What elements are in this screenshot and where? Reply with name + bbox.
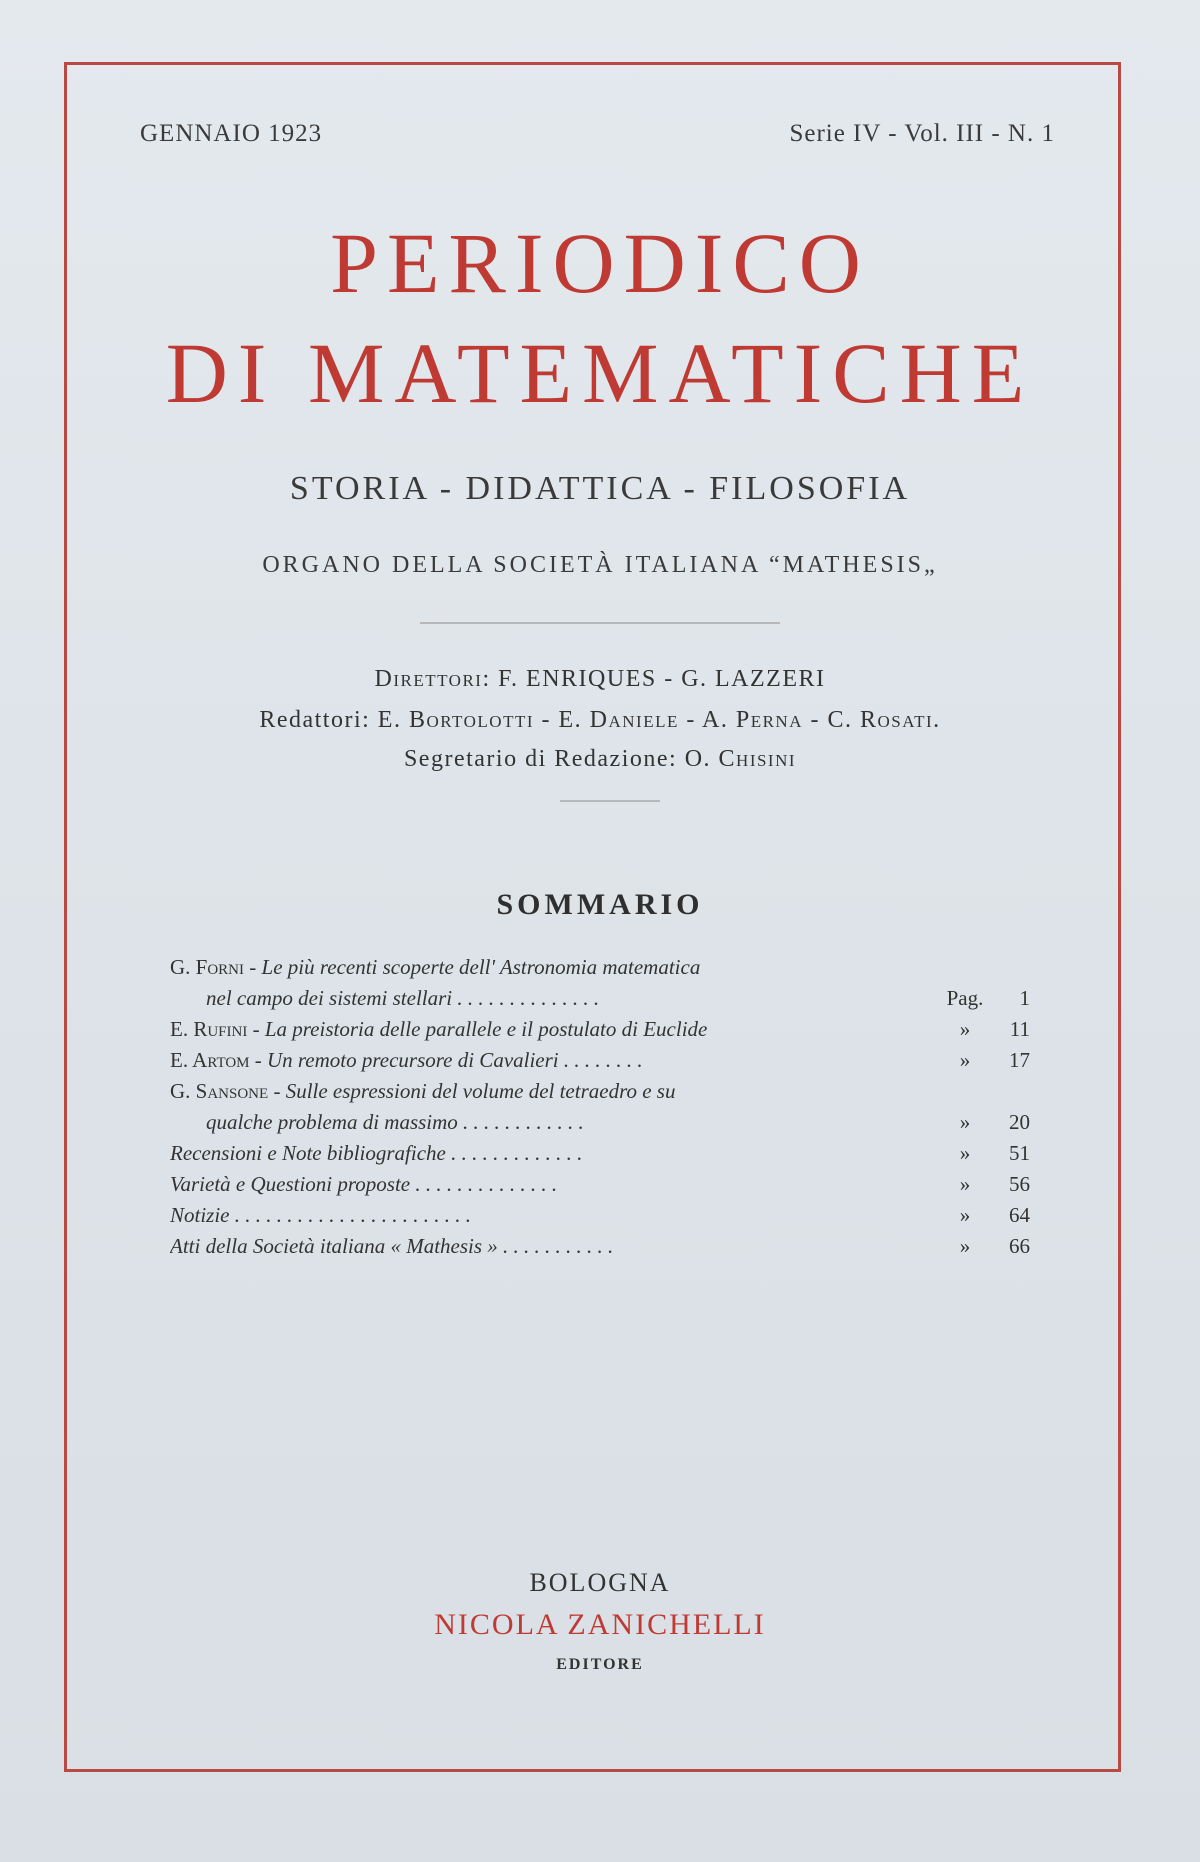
- toc-page: 20: [1009, 1110, 1030, 1134]
- toc-author: E. Artom: [170, 1048, 250, 1072]
- toc-page: 17: [1009, 1048, 1030, 1072]
- title-line-1: PERIODICO: [330, 215, 870, 311]
- secretary-label: Segretario di Redazione:: [403, 746, 678, 772]
- toc-page-mark: »: [959, 1234, 971, 1258]
- toc-entry: [170, 1203, 1030, 1234]
- issue-date: GENNAIO 1923: [140, 120, 323, 147]
- toc-author: E. Rufini: [170, 1017, 248, 1041]
- toc-page: 51: [1009, 1141, 1030, 1165]
- toc-page-mark: »: [959, 1203, 971, 1227]
- toc-entry: [170, 1110, 1030, 1141]
- toc-page: 64: [1009, 1203, 1030, 1227]
- toc-title: Varietà e Questioni proposte . . . . . . . . . . . . . .: [170, 1172, 558, 1196]
- organ-line: ORGANO DELLA SOCIETÀ ITALIANA “MATHESIS„: [262, 552, 938, 578]
- issue-series: Serie IV - Vol. III - N. 1: [789, 120, 1055, 147]
- toc-title: qualche problema di massimo . . . . . . . . . . . .: [206, 1110, 584, 1134]
- toc-page-mark: »: [959, 1172, 971, 1196]
- toc-entry: E. Artom - Un remoto precursore di Cavalieri . . . . . . . . » 17: [170, 1048, 1030, 1072]
- subtitle: STORIA - DIDATTICA - FILOSOFIA: [289, 470, 911, 507]
- toc-title: Recensioni e Note bibliografiche . . . . . . . . . . . . .: [170, 1141, 583, 1165]
- toc-author: G. Forni: [170, 955, 245, 979]
- toc-entry: [170, 1172, 1030, 1203]
- toc-title: Le più recenti scoperte dell' Astronomia matematica: [261, 955, 701, 979]
- imprint-role: EDITORE: [556, 1656, 644, 1673]
- toc-title: Un remoto precursore di Cavalieri . . . . . . . .: [267, 1048, 643, 1072]
- directors-line: [0, 666, 1200, 693]
- toc-page: 11: [1009, 1017, 1030, 1041]
- toc-title: La preistoria delle parallele e il postulato di Euclide: [264, 1017, 708, 1041]
- secretary-line: [0, 746, 1200, 773]
- toc-title: Atti della Società italiana « Mathesis » . . . . . . . . . . .: [170, 1234, 614, 1258]
- secretary-name: O. Chisini: [684, 746, 797, 772]
- toc-page-mark: »: [959, 1017, 971, 1041]
- toc-entry: [170, 986, 1030, 1017]
- toc-author: G. Sansone: [170, 1079, 269, 1103]
- sommario-heading: SOMMARIO: [496, 888, 704, 921]
- toc-page: 1: [1019, 986, 1030, 1010]
- toc-page-mark: Pag.: [946, 986, 984, 1010]
- toc-page-mark: »: [959, 1048, 971, 1072]
- toc-page: 66: [1009, 1234, 1030, 1258]
- toc-entry: G. Forni - Le più recenti scoperte dell' Astronomia matematica: [170, 955, 701, 979]
- toc-page-mark: »: [959, 1110, 971, 1134]
- toc-entry: G. Sansone - Sulle espressioni del volume del tetraedro e su: [170, 1079, 676, 1103]
- toc-page-mark: »: [959, 1141, 971, 1165]
- directors-names: F. ENRIQUES - G. LAZZERI: [498, 666, 826, 692]
- imprint-publisher: NICOLA ZANICHELLI: [434, 1608, 766, 1641]
- directors-label: Direttori:: [374, 666, 491, 692]
- editors-line: [0, 707, 1200, 734]
- divider-short: [560, 800, 660, 802]
- toc-title: Sulle espressioni del volume del tetraedro e su: [285, 1079, 676, 1103]
- title-line-2: DI MATEMATICHE: [165, 325, 1035, 421]
- divider: [420, 622, 780, 624]
- toc-page: 56: [1009, 1172, 1030, 1196]
- editors-label: Redattori:: [259, 707, 371, 733]
- toc-title: nel campo dei sistemi stellari . . . . . . . . . . . . . .: [206, 986, 600, 1010]
- toc-title: Notizie . . . . . . . . . . . . . . . . . . . . . . .: [170, 1203, 472, 1227]
- toc-entry: [170, 1234, 1030, 1265]
- imprint-city: BOLOGNA: [529, 1568, 671, 1597]
- table-of-contents: [170, 955, 1030, 1265]
- toc-entry: E. Rufini - La preistoria delle parallele e il postulato di Euclide » 11: [170, 1017, 1030, 1041]
- toc-entry: [170, 1141, 1030, 1172]
- editors-names: E. Bortolotti - E. Daniele - A. Perna - C. Rosati.: [377, 707, 941, 733]
